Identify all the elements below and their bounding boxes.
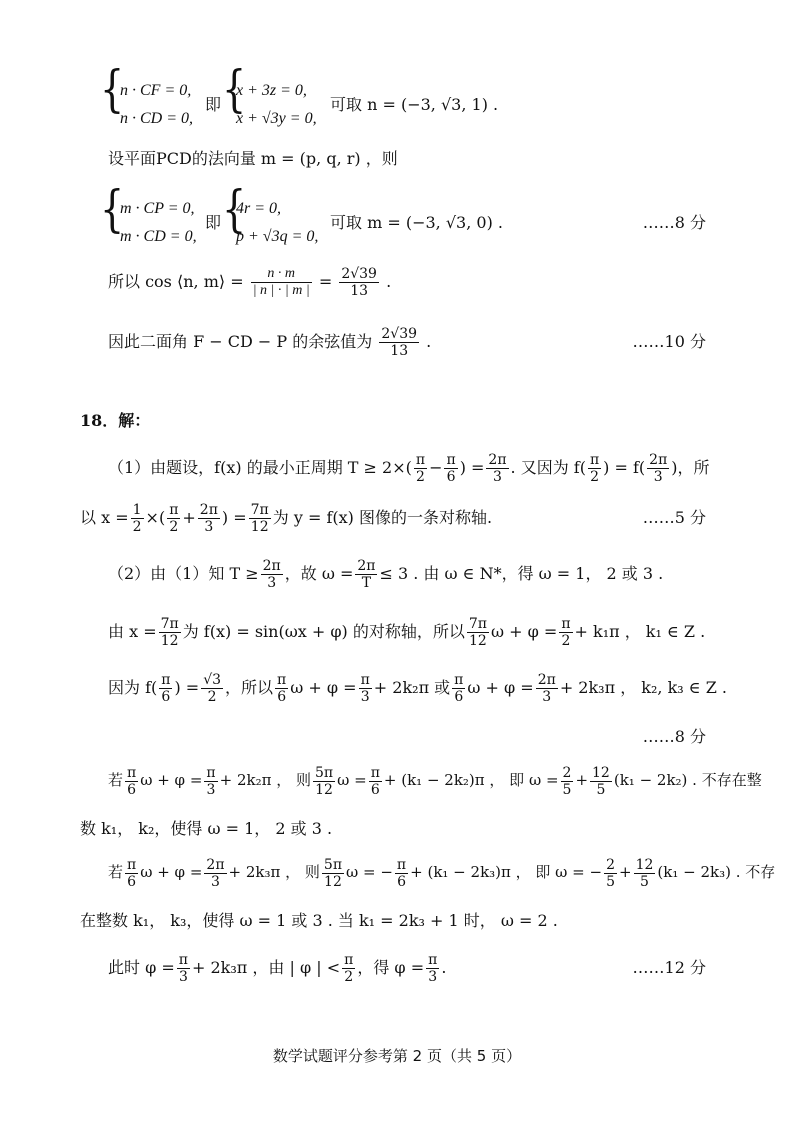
case1-line2: 数 k₁， k₂，使得 ω = 1， 2 或 3 . [80,819,333,838]
case2-line2: 在整数 k₁， k₃，使得 ω = 1 或 3 . 当 k₁ = 2k₃ + 1 时， ω = 2 . [80,911,558,930]
score-10: ……10 分 [632,332,706,351]
sys1-row2: n · CD = 0, [120,110,194,127]
cos-fraction: $\frac{n \cdot m}{| n | \cdot | m |}$ [252,266,310,298]
sys2-take: 可取 m = (−3, √3, 0) . [330,213,503,232]
question-18-title: 18．解： [80,411,151,430]
part1-line1: （1）由题设，f(x) 的最小正周期 T ≥ 2×( $\frac{\pi}{2}$ − $\frac{\pi}{6}$ ) = $\frac{2\pi}{3}$ . 又因为 f( $\frac{\pi}{2}$ ) = f( $\frac{2\pi}{3}$ )，所 [108,452,710,485]
sys1-row1: n · CF = 0, [120,82,192,99]
page-footer: 数学试题评分参考第 2 页（共 5 页） [272,1047,522,1065]
sys1-eq1: x + 3z = 0, [236,82,307,99]
score-5: ……5 分 [642,508,706,527]
score-8b: ……8 分 [642,727,706,746]
sys1-take: 可取 n = (−3, √3, 1) . [330,95,499,114]
sys1-eq2: x + √3y = 0, [236,110,317,127]
part2-line2: 由 x = $\frac{7\pi}{12}$ 为 f(x) = sin(ωx + φ) 的对称轴，所以 $\frac{7\pi}{12}$ ω + φ = $\frac{\pi}{2}$ + k₁π ， k₁ ∈ Z . [108,616,706,649]
part1-line2: 以 x = $\frac{1}{2}$ ×( $\frac{\pi}{2}$ + $\frac{2\pi}{3}$ ) = $\frac{7\pi}{12}$ 为 y = f(x) 图像的一条对称轴. [80,502,493,535]
dihedral-value: $\frac{2√39}{13}$ [381,326,418,359]
plane-pcd-line: 设平面PCD的法向量 m = (p, q, r) ，则 [108,149,398,168]
sys2-ji: 即 [205,213,222,232]
sys2-row2: m · CD = 0, [120,228,197,245]
case2-line1: 若 $\frac{\pi}{6}$ ω + φ = $\frac{2\pi}{3}$ + 2k₃π ， 则 $\frac{5\pi}{12}$ ω = − $\frac{\pi}{6}$ + (k₁ − 2k₃)π ， 即 ω = − $\frac{2}{5}$ + $\frac{12}{5}$ (k₁ − 2k₃) . 不存 [108,856,776,890]
left-brace: { [222,60,247,118]
sys2-row1: m · CP = 0, [120,200,195,217]
case1-line1: 若 $\frac{\pi}{6}$ ω + φ = $\frac{\pi}{3}$ + 2k₂π ， 则 $\frac{5\pi}{12}$ ω = $\frac{\pi}{6}$ + (k₁ − 2k₂)π ， 即 ω = $\frac{2}{5}$ + $\frac{12}{5}$ (k₁ − 2k₂) . 不存在整 [108,764,762,798]
left-brace: { [100,60,125,118]
phi-line: 此时 φ = $\frac{\pi}{3}$ + 2k₃π ，由 | φ | < $\frac{\pi}{2}$ ，得 φ = $\frac{\pi}{3}$ . [108,952,447,985]
cos-prefix: 所以 cos ⟨n, m⟩ = [108,272,244,291]
part2-line3: 因为 f( $\frac{\pi}{6}$ ) = $\frac{√3}{2}$ ，所以 $\frac{\pi}{6}$ ω + φ = $\frac{\pi}{3}$ + 2k₂π 或 $\frac{\pi}{6}$ ω + φ = $\frac{2\pi}{3}$ + 2k₃π ， k₂, k₃ ∈ Z . [108,672,727,705]
cos-value: $\frac{2√39}{13}$ [341,266,377,299]
sys1-ji: 即 [205,95,222,114]
score-12: ……12 分 [632,958,706,977]
left-brace: { [222,180,247,238]
part2-line1: （2）由（1）知 T ≥ $\frac{2\pi}{3}$ ，故 ω = $\frac{2\pi}{T}$ ≤ 3 . 由 ω ∈ N*，得 ω = 1， 2 或 3 . [108,558,664,591]
cos-line: 所以 cos ⟨n, m⟩ = $\frac{n \cdot m}{| n | \cdot | m |}$ = $\frac{2√39}{13}$ . [108,266,392,299]
sys2-eq1: 4r = 0, [236,200,282,217]
score-8a: ……8 分 [642,213,706,232]
sys2-eq2: p + √3q = 0, [236,228,319,245]
left-brace: { [100,180,125,238]
dihedral-line: 因此二面角 F − CD − P 的余弦值为 $\frac{2√39}{13}$ . [108,326,432,359]
